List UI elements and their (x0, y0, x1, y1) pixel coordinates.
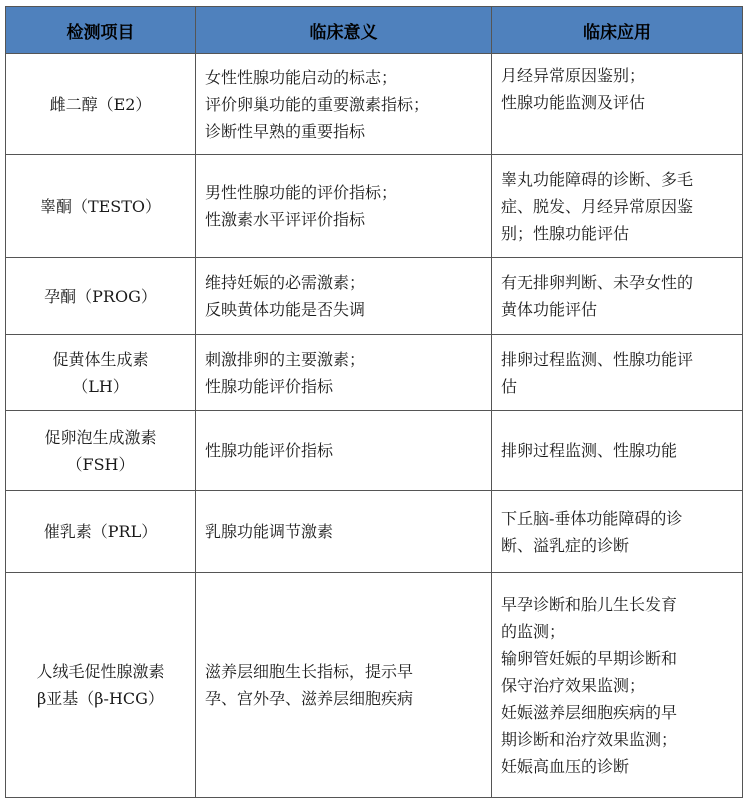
header-clinical-significance: 临床意义 (196, 7, 492, 54)
significance-line: 性腺功能评价指标 (205, 441, 334, 460)
significance-line: 刺激排卵的主要激素； (205, 349, 366, 369)
significance-line: 诊断性早熟的重要指标 (205, 121, 366, 141)
application-cell (492, 54, 743, 155)
significance-line: 性激素水平评评价指标 (205, 210, 366, 229)
significance-line: 性腺功能评价指标 (205, 376, 334, 396)
application-line: 早孕诊断和胎儿生长发育 (501, 594, 678, 614)
application-line: 妊娠滋养层细胞疾病的早 (501, 702, 678, 722)
table-row (6, 491, 743, 573)
test-item-name: （LH） (72, 376, 129, 396)
significance-cell (196, 411, 492, 491)
application-cell (492, 411, 743, 491)
table-header-row (6, 7, 743, 54)
application-cell (492, 155, 743, 258)
significance-cell (196, 155, 492, 258)
significance-cell (196, 258, 492, 335)
significance-cell (196, 491, 492, 573)
test-item-cell (6, 573, 196, 798)
significance-line: 女性性腺功能启动的标志； (205, 67, 398, 87)
application-line: 输卵管妊娠的早期诊断和 (501, 648, 678, 668)
significance-line: 滋养层细胞生长指标，提示早 (205, 662, 414, 681)
hormone-test-table (5, 6, 743, 798)
test-item-name: 催乳素（PRL） (43, 522, 158, 541)
significance-line: 评价卵巢功能的重要激素指标； (205, 94, 430, 114)
application-line: 症、脱发、月经异常原因鉴 (501, 196, 694, 216)
application-line: 排卵过程监测、性腺功能 (501, 441, 678, 460)
application-line: 下丘脑-垂体功能障碍的诊 (501, 508, 683, 528)
test-item-cell (6, 335, 196, 411)
table-row (6, 258, 743, 335)
application-cell (492, 491, 743, 573)
test-item-name: 人绒毛促性腺激素 (36, 662, 165, 681)
test-item-name: 睾酮（TESTO） (39, 196, 162, 216)
significance-line: 男性性腺功能的评价指标； (205, 183, 398, 202)
test-item-cell (6, 54, 196, 155)
application-line: 睾丸功能障碍的诊断、多毛 (501, 169, 694, 189)
header-clinical-application: 临床应用 (492, 7, 743, 54)
significance-line: 反映黄体功能是否失调 (205, 300, 366, 319)
application-line: 黄体功能评估 (501, 300, 598, 319)
table-row (6, 54, 743, 155)
application-line: 有无排卵判断、未孕女性的 (501, 273, 694, 292)
table-row (6, 335, 743, 411)
application-line: 的监测； (501, 621, 566, 641)
test-item-name: （FSH） (66, 454, 135, 474)
application-cell (492, 258, 743, 335)
test-item-cell (6, 491, 196, 573)
application-line: 别；性腺功能评估 (501, 223, 630, 243)
application-line: 期诊断和治疗效果监测； (501, 729, 678, 749)
application-line: 保守治疗效果监测； (501, 675, 646, 695)
significance-line: 孕、宫外孕、滋养层细胞疾病 (205, 689, 414, 708)
table-row (6, 155, 743, 258)
application-line: 排卵过程监测、性腺功能评 (501, 349, 694, 369)
test-item-cell (6, 155, 196, 258)
header-test-item: 检测项目 (6, 7, 196, 54)
test-item-name: 促黄体生成素 (52, 349, 149, 369)
test-item-name: 孕酮（PROG） (44, 286, 157, 306)
significance-cell (196, 54, 492, 155)
application-line: 月经异常原因鉴别； (501, 66, 646, 85)
application-line: 妊娠高血压的诊断 (501, 756, 630, 776)
application-line: 断、溢乳症的诊断 (501, 535, 630, 555)
significance-cell (196, 573, 492, 798)
application-line: 估 (501, 376, 518, 396)
table-row (6, 411, 743, 491)
test-item-cell (6, 411, 196, 491)
significance-cell (196, 335, 492, 411)
test-item-name: 雌二醇（E2） (49, 94, 152, 114)
test-item-name: β亚基（β-HCG） (37, 689, 164, 708)
application-cell (492, 335, 743, 411)
significance-line: 维持妊娠的必需激素； (205, 273, 366, 292)
table-row (6, 573, 743, 798)
test-item-name: 促卵泡生成激素 (44, 427, 157, 447)
test-item-cell (6, 258, 196, 335)
application-cell (492, 573, 743, 798)
significance-line: 乳腺功能调节激素 (205, 522, 334, 541)
application-line: 性腺功能监测及评估 (501, 93, 646, 112)
